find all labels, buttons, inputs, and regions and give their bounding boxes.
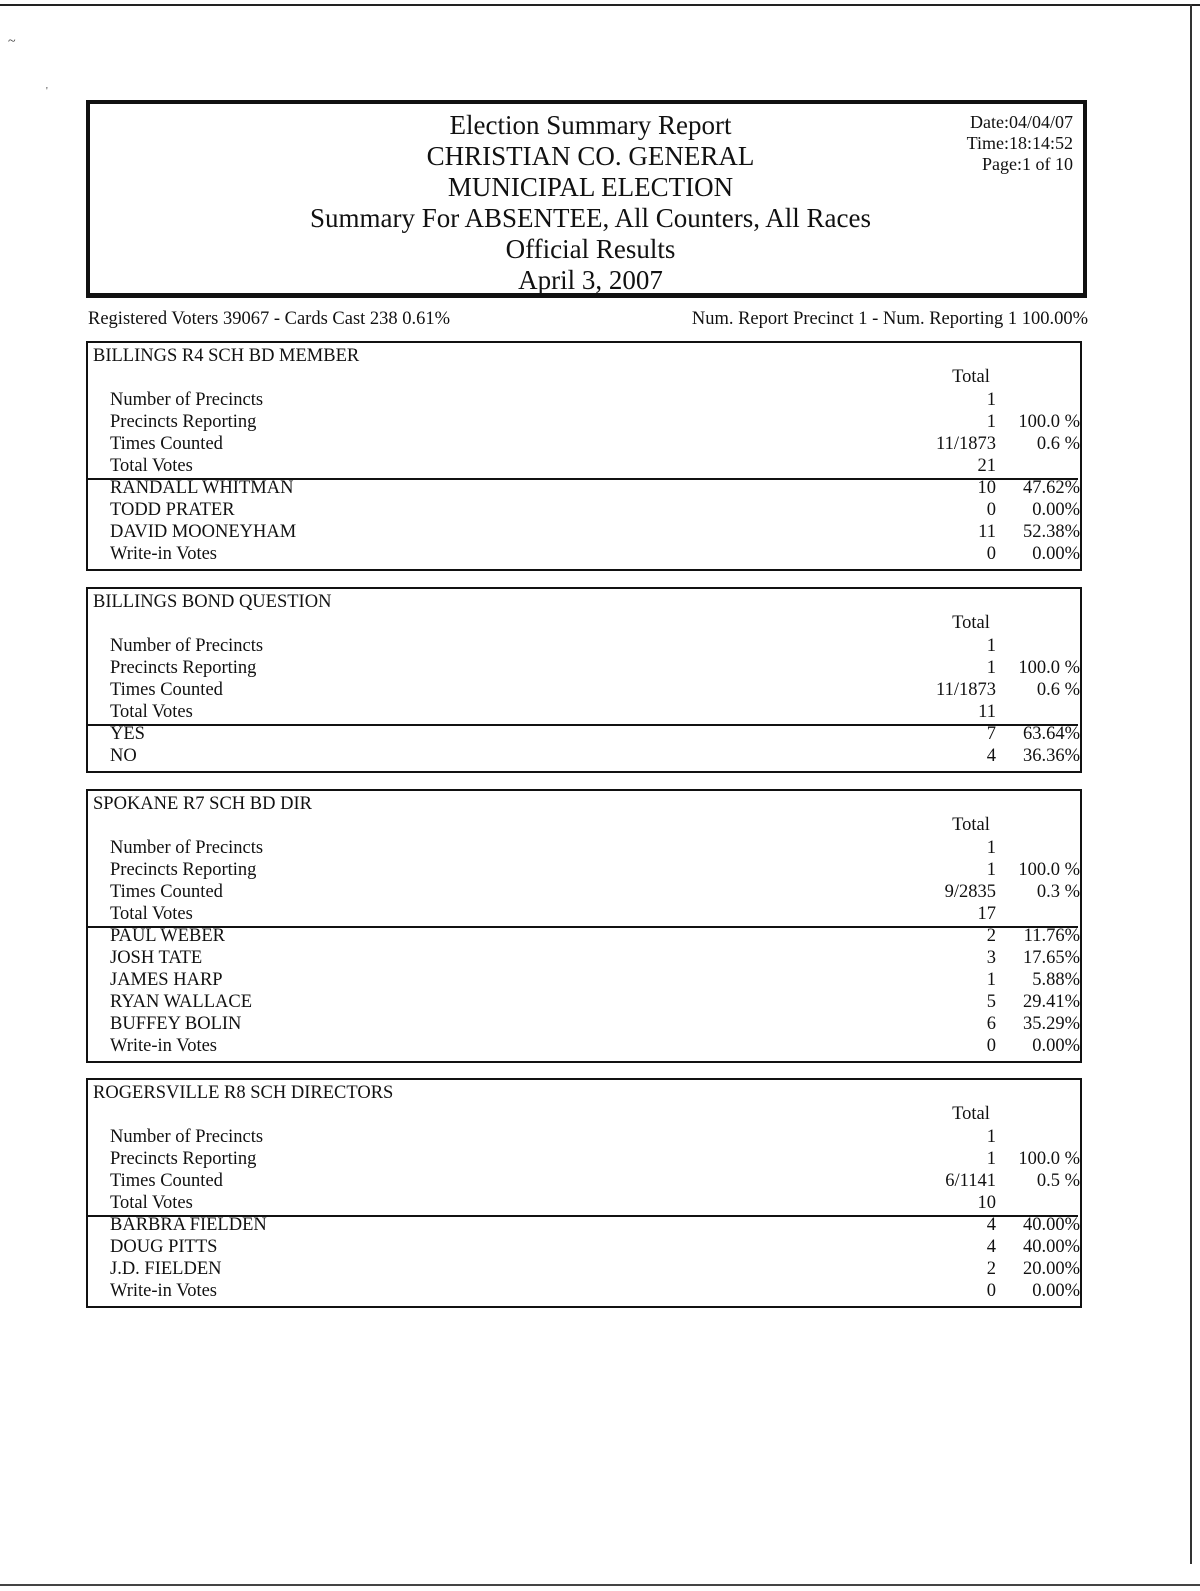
stat-row-label: Number of Precincts <box>110 838 264 858</box>
report-meta <box>967 112 1073 175</box>
candidate-row <box>88 477 1084 499</box>
race-section <box>86 1078 1082 1308</box>
stat-row <box>88 837 1084 859</box>
candidate-row-percent: 36.36% <box>1022 746 1080 766</box>
stat-row <box>88 1148 1084 1170</box>
stat-row-label: Total Votes <box>110 702 193 722</box>
title-line: Official Results <box>505 234 676 264</box>
race-section <box>86 341 1082 571</box>
candidate-row <box>88 521 1084 543</box>
report-date: Date:04/04/07 <box>970 112 1073 132</box>
stat-row-value: 1 <box>986 1149 996 1169</box>
title-line: April 3, 2007 <box>518 265 663 295</box>
stat-row-value: 6/1141 <box>945 1171 996 1191</box>
stat-row-label: Total Votes <box>110 456 193 476</box>
candidate-row <box>88 925 1084 947</box>
candidate-row <box>88 1013 1084 1035</box>
scan-mark: ' <box>46 86 48 97</box>
candidate-row-value: 2 <box>986 926 996 946</box>
candidate-row-label: BARBRA FIELDEN <box>110 1215 267 1235</box>
stat-row-label: Precincts Reporting <box>110 1149 257 1169</box>
stat-row-label: Number of Precincts <box>110 390 264 410</box>
candidate-row <box>88 969 1084 991</box>
stat-row-value: 1 <box>986 1127 996 1147</box>
stat-row <box>88 455 1084 477</box>
stat-row <box>88 881 1084 903</box>
stat-row-value: 1 <box>986 658 996 678</box>
stat-row <box>88 411 1084 433</box>
stat-row-label: Precincts Reporting <box>110 658 257 678</box>
stat-row-value: 17 <box>977 904 996 924</box>
stat-row-label: Times Counted <box>110 434 223 454</box>
race-section <box>86 789 1082 1063</box>
stat-row-label: Times Counted <box>110 882 223 902</box>
candidate-row-percent: 11.76% <box>1023 926 1080 946</box>
race-title: SPOKANE R7 SCH BD DIR <box>93 794 312 814</box>
candidate-row-label: RYAN WALLACE <box>110 992 253 1012</box>
candidate-row-percent: 0.00% <box>1032 1281 1080 1301</box>
stat-row <box>88 1170 1084 1192</box>
stat-row <box>88 701 1084 723</box>
candidate-row-value: 4 <box>986 1215 996 1235</box>
candidate-row-percent: 20.00% <box>1022 1259 1080 1279</box>
candidate-row <box>88 991 1084 1013</box>
stat-row-value: 1 <box>986 390 996 410</box>
candidate-row-percent: 40.00% <box>1022 1215 1080 1235</box>
stat-row-label: Number of Precincts <box>110 1127 264 1147</box>
page-edge-top <box>0 4 1200 6</box>
stat-row <box>88 635 1084 657</box>
candidate-row-value: 0 <box>986 1281 996 1301</box>
total-column-header: Total <box>952 613 990 633</box>
candidate-row-value: 5 <box>986 992 996 1012</box>
stat-row <box>88 389 1084 411</box>
candidate-row-label: J.D. FIELDEN <box>110 1259 222 1279</box>
race-title: BILLINGS BOND QUESTION <box>93 592 332 612</box>
page-edge-right <box>1190 4 1192 1564</box>
candidate-row-percent: 52.38% <box>1022 522 1080 542</box>
stat-row-label: Times Counted <box>110 680 223 700</box>
stat-row <box>88 657 1084 679</box>
candidate-row-label: Write-in Votes <box>110 1036 217 1056</box>
candidate-row-label: BUFFEY BOLIN <box>110 1014 242 1034</box>
candidate-row-value: 4 <box>986 1237 996 1257</box>
candidate-row-label: DAVID MOONEYHAM <box>110 522 297 542</box>
candidate-row-label: JAMES HARP <box>110 970 223 990</box>
candidate-row-value: 0 <box>986 544 996 564</box>
stat-row-value: 9/2835 <box>944 882 996 902</box>
race-section <box>86 587 1082 773</box>
stat-row-value: 1 <box>986 636 996 656</box>
candidate-row-percent: 5.88% <box>1032 970 1080 990</box>
stat-row-value: 1 <box>986 860 996 880</box>
race-title: ROGERSVILLE R8 SCH DIRECTORS <box>93 1083 394 1103</box>
stat-row-value: 10 <box>977 1193 996 1213</box>
candidate-row-percent: 47.62% <box>1022 478 1080 498</box>
candidate-row-percent: 0.00% <box>1032 1036 1080 1056</box>
stat-row-label: Number of Precincts <box>110 636 264 656</box>
stat-row-percent: 0.5 % <box>1036 1171 1080 1191</box>
stat-row-percent: 100.0 % <box>1018 860 1080 880</box>
candidate-row-label: PAUL WEBER <box>110 926 225 946</box>
candidate-row-value: 11 <box>978 522 996 542</box>
candidate-row-label: NO <box>110 746 137 766</box>
candidate-row-label: Write-in Votes <box>110 544 217 564</box>
stat-row-percent: 0.6 % <box>1036 680 1080 700</box>
stat-row-value: 11 <box>978 702 996 722</box>
scan-mark: ~ <box>8 34 16 49</box>
stat-row-value: 11/1873 <box>936 680 996 700</box>
stat-row-label: Times Counted <box>110 1171 223 1191</box>
candidate-row-label: JOSH TATE <box>110 948 203 968</box>
candidate-row-value: 2 <box>986 1259 996 1279</box>
stat-row <box>88 903 1084 925</box>
stat-row-value: 11/1873 <box>936 434 996 454</box>
candidate-row <box>88 1236 1084 1258</box>
candidate-row-value: 4 <box>986 746 996 766</box>
candidate-row-value: 3 <box>986 948 996 968</box>
candidate-row <box>88 1258 1084 1280</box>
report-header <box>86 100 1087 298</box>
stat-row-percent: 0.6 % <box>1036 434 1080 454</box>
candidate-row-label: DOUG PITTS <box>110 1237 218 1257</box>
candidate-row-value: 10 <box>977 478 996 498</box>
registered-voters-summary: Registered Voters 39067 - Cards Cast 238 0.61% <box>88 309 451 329</box>
candidate-row-percent: 63.64% <box>1022 724 1080 744</box>
total-column-header: Total <box>952 367 990 387</box>
candidate-row <box>88 745 1084 767</box>
candidate-row-value: 7 <box>986 724 996 744</box>
candidate-row <box>88 947 1084 969</box>
title-line: MUNICIPAL ELECTION <box>447 172 734 202</box>
title-line: CHRISTIAN CO. GENERAL <box>426 141 755 171</box>
candidate-row-value: 0 <box>986 1036 996 1056</box>
stat-row <box>88 433 1084 455</box>
candidate-row-value: 0 <box>986 500 996 520</box>
candidate-row-label: TODD PRATER <box>110 500 235 520</box>
candidate-row <box>88 1214 1084 1236</box>
precinct-reporting-summary: Num. Report Precinct 1 - Num. Reporting 1 100.00% <box>691 309 1088 329</box>
candidate-row-percent: 35.29% <box>1022 1014 1080 1034</box>
stat-row-label: Precincts Reporting <box>110 412 257 432</box>
stat-row <box>88 1126 1084 1148</box>
total-column-header: Total <box>952 815 990 835</box>
candidate-row <box>88 499 1084 521</box>
candidate-row-label: YES <box>110 724 145 744</box>
total-column-header: Total <box>952 1104 990 1124</box>
stat-row-percent: 100.0 % <box>1018 412 1080 432</box>
candidate-row-value: 6 <box>986 1014 996 1034</box>
report-title <box>90 110 1091 296</box>
candidate-row-label: RANDALL WHITMAN <box>110 478 294 498</box>
stat-row-value: 1 <box>986 838 996 858</box>
candidate-row-percent: 29.41% <box>1022 992 1080 1012</box>
stat-row-percent: 100.0 % <box>1018 658 1080 678</box>
candidate-row-percent: 0.00% <box>1032 500 1080 520</box>
candidate-row-percent: 40.00% <box>1022 1237 1080 1257</box>
report-page: Page:1 of 10 <box>982 154 1073 174</box>
candidate-row <box>88 1035 1084 1057</box>
stat-row-value: 21 <box>977 456 996 476</box>
stat-row <box>88 679 1084 701</box>
stat-row <box>88 859 1084 881</box>
stat-row-label: Precincts Reporting <box>110 860 257 880</box>
stat-row-percent: 0.3 % <box>1036 882 1080 902</box>
candidate-row-percent: 17.65% <box>1022 948 1080 968</box>
stat-row-label: Total Votes <box>110 904 193 924</box>
candidate-row-percent: 0.00% <box>1032 544 1080 564</box>
candidate-row-value: 1 <box>986 970 996 990</box>
page-edge-bottom <box>0 1584 1200 1586</box>
title-line: Election Summary Report <box>449 110 732 140</box>
report-time: Time:18:14:52 <box>966 133 1073 153</box>
race-title: BILLINGS R4 SCH BD MEMBER <box>93 346 360 366</box>
candidate-row <box>88 723 1084 745</box>
stat-row-value: 1 <box>986 412 996 432</box>
candidate-row <box>88 1280 1084 1302</box>
stat-row <box>88 1192 1084 1214</box>
stat-row-label: Total Votes <box>110 1193 193 1213</box>
candidate-row <box>88 543 1084 565</box>
candidate-row-label: Write-in Votes <box>110 1281 217 1301</box>
stat-row-percent: 100.0 % <box>1018 1149 1080 1169</box>
title-line: Summary For ABSENTEE, All Counters, All Races <box>310 203 871 233</box>
